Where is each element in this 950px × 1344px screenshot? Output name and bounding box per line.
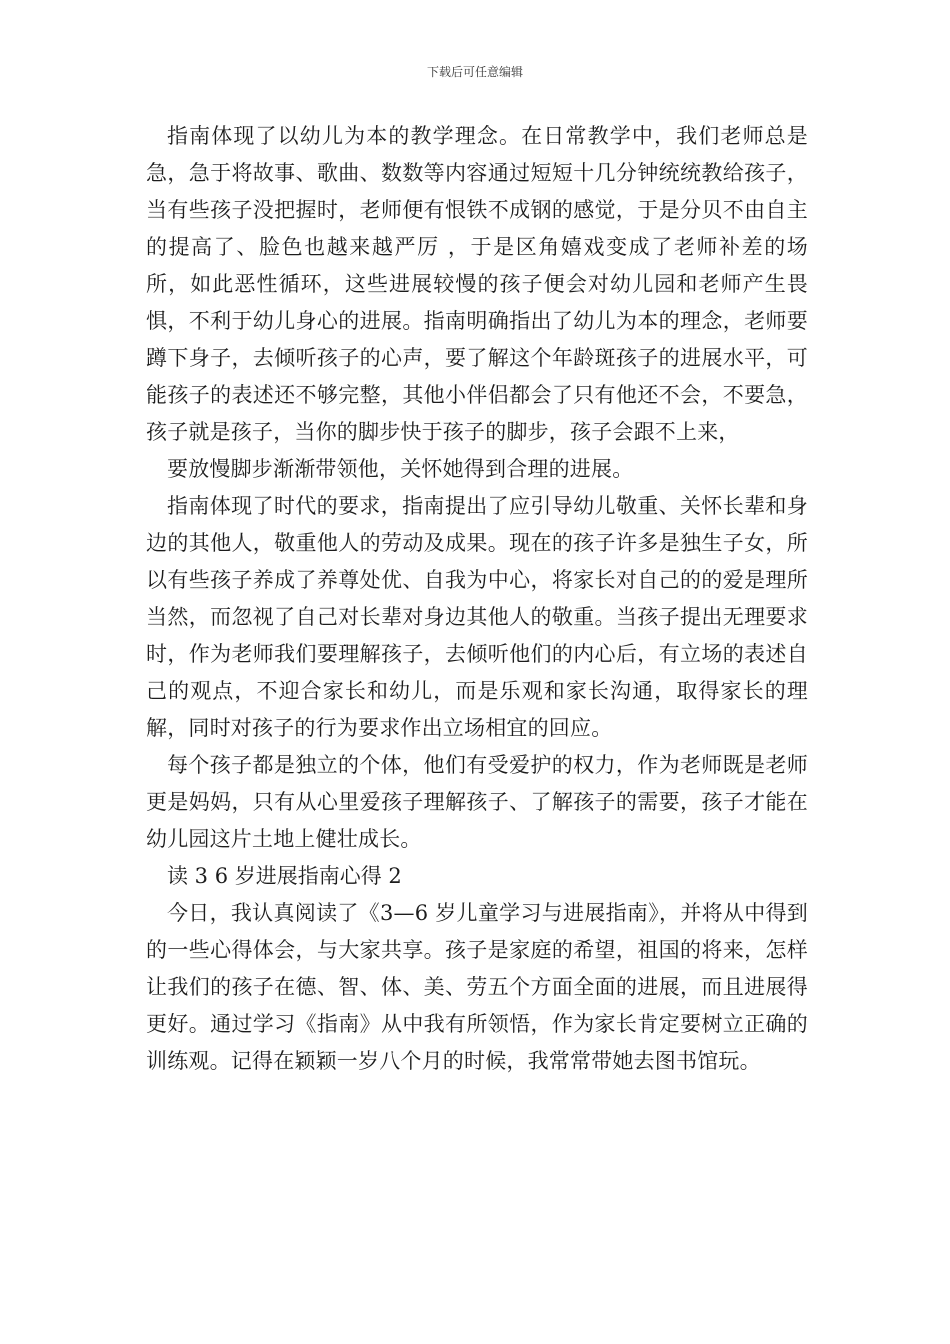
paragraph-1: 指南体现了以幼儿为本的教学理念。在日常教学中，我们老师总是急，急于将故事、歌曲、数数等内容通过短短十几分钟统统教给孩子，当有些孩子没把握时，老师便有恨铁不成钢的感觉，于是分贝不由自主的提高了、脸色也越来越严厉 ，于是区角嬉戏变成了老师补差的场所，如此恶性循环，这些进展较慢的孩子便会对幼儿园和老师产生畏惧，不利于幼儿身心的进展。指南明确指出了幼儿为本的理念，老师要蹲下身子，去倾听孩子的心声，要了解这个年龄斑孩子的进展水平，可能孩子的表述还不够完整，其他小伴侣都会了只有他还不会，不要急，孩子就是孩子，当你的脚步快于孩子的脚步，孩子会跟不上来， xyxy=(146,124,808,444)
paragraph-3: 指南体现了时代的要求，指南提出了应引导幼儿敬重、关怀长辈和身边的其他人，敬重他人的劳动及成果。现在的孩子许多是独生子女，所以有些孩子养成了养尊处优、自我为中心，将家长对自己的的爱是理所当然，而忽视了自己对长辈对身边其他人的敬重。当孩子提出无理要求时，作为老师我们要理解孩子，去倾听他们的内心后，有立场的表述自己的观点，不迎合家长和幼儿，而是乐观和家长沟通，取得家长的理解，同时对孩子的行为要求作出立场相宜的回应。 xyxy=(146,494,808,740)
section-paragraph-1: 今日，我认真阅读了《3—6 岁儿童学习与进展指南》，并将从中得到的一些心得体会，与大家共享。孩子是家庭的希望，祖国的将来，怎样让我们的孩子在德、智、体、美、劳五个方面全面的进展，而且进展得更好。通过学习《指南》从中我有所领悟，作为家长肯定要树立正确的训练观。记得在颖颖一岁八个月的时候，我常常带她去图书馆玩。 xyxy=(146,901,808,1073)
paragraph-4: 每个孩子都是独立的个体，他们有受爱护的权力，作为老师既是老师更是妈妈，只有从心里爱孩子理解孩子、了解孩子的需要，孩子才能在幼儿园这片土地上健壮成长。 xyxy=(146,753,808,851)
section-title: 读 3 6 岁进展指南心得 2 xyxy=(167,864,402,888)
page-header: 下载后可任意编辑 xyxy=(426,65,523,79)
document-body xyxy=(146,118,808,1080)
paragraph-2: 要放慢脚步渐渐带领他，关怀她得到合理的进展。 xyxy=(167,457,634,481)
